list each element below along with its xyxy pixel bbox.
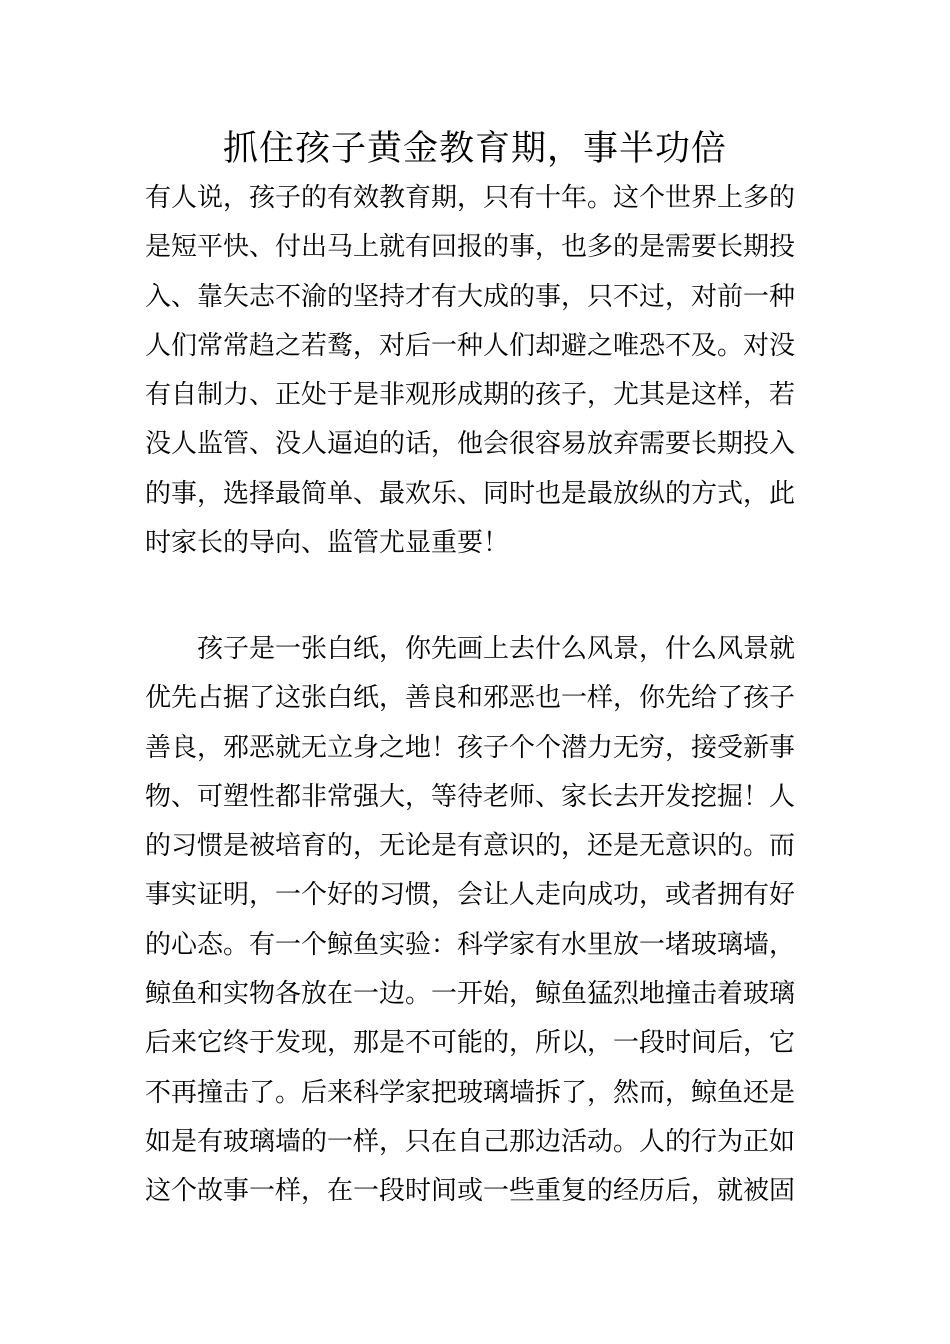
text-line: 孩子是一张白纸，你先画上去什么风景，什么风景就	[145, 634, 796, 664]
text-line: 是短平快、付出马上就有回报的事，也多的是需要长期投	[145, 232, 796, 263]
text-line: 善良，邪恶就无立身之地！孩子个个潜力无穷，接受新事	[145, 732, 796, 763]
text-line: 物、可塑性都非常强大，等待老师、家长去开发挖掘！人	[145, 781, 796, 812]
text-line: 人们常常趋之若鹜，对后一种人们却避之唯恐不及。对没	[145, 330, 796, 361]
text-line: 鲸鱼和实物各放在一边。一开始，鲸鱼猛烈地撞击着玻璃	[145, 979, 796, 1010]
text-line: 的事，选择最简单、最欢乐、同时也是最放纵的方式，此	[145, 478, 796, 509]
text-line: 优先占据了这张白纸，善良和邪恶也一样，你先给了孩子	[145, 683, 796, 714]
document-title: 抓住孩子黄金教育期，事半功倍	[222, 129, 727, 169]
text-line: 事实证明，一个好的习惯，会让人走向成功，或者拥有好	[145, 880, 796, 911]
text-line: 的习惯是被培育的，无论是有意识的，还是无意识的。而	[145, 831, 796, 862]
text-line: 后来它终于发现，那是不可能的，所以，一段时间后，它	[145, 1028, 796, 1059]
text-line: 入、靠矢志不渝的坚持才有大成的事，只不过，对前一种	[145, 281, 796, 312]
text-line: 的心态。有一个鲸鱼实验：科学家有水里放一堵玻璃墙，	[145, 929, 796, 960]
text-line: 有自制力、正处于是非观形成期的孩子，尤其是这样，若	[145, 380, 796, 411]
text-line: 这个故事一样，在一段时间或一些重复的经历后，就被固	[145, 1176, 796, 1207]
paragraph-2	[145, 625, 807, 1217]
text-line: 时家长的导向、监管尤显重要！	[145, 528, 510, 559]
paragraph-1	[145, 174, 807, 568]
text-line: 如是有玻璃墙的一样，只在自己那边活动。人的行为正如	[145, 1126, 796, 1157]
text-line: 没人监管、没人逼迫的话，他会很容易放弃需要长期投入	[145, 429, 796, 460]
text-line: 有人说，孩子的有效教育期，只有十年。这个世界上多的	[145, 183, 796, 213]
text-line: 不再撞击了。后来科学家把玻璃墙拆了，然而，鲸鱼还是	[145, 1077, 796, 1108]
